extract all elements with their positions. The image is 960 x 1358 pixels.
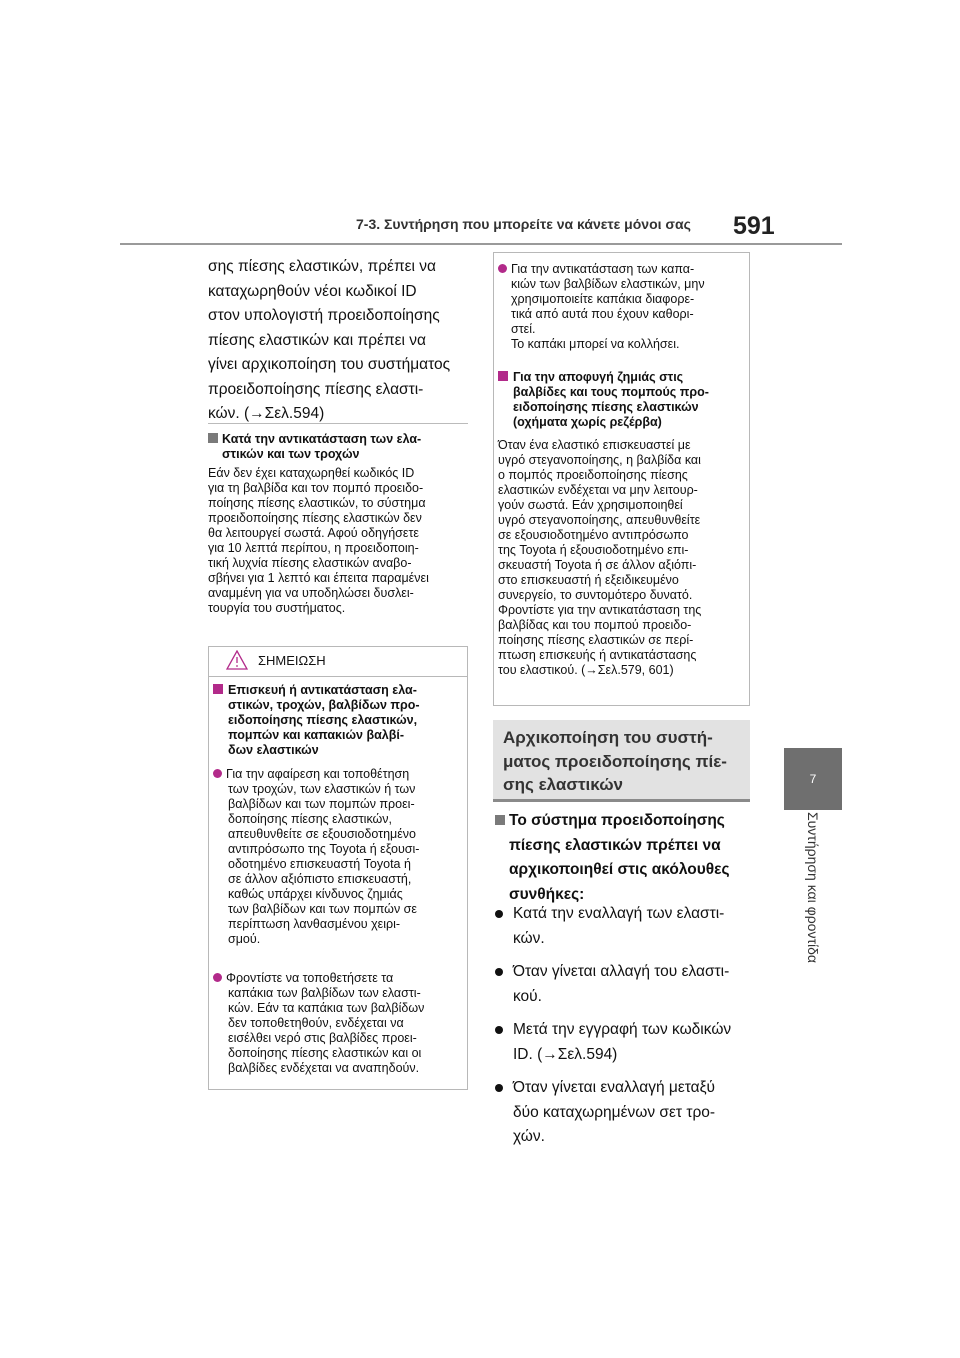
list-item: Μετά την εγγραφή των κωδικών ID. (→Σελ.594) bbox=[495, 1018, 731, 1067]
text-line: κών. (→Σελ.594) bbox=[208, 405, 325, 422]
right-heading: Για την αποφυγή ζημιάς στις βαλβίδες και τους πομπούς προ- ειδοποίησης πίεσης ελαστικών (οχήματα χωρίς ρεζέρβα) bbox=[498, 370, 709, 430]
page-number: 591 bbox=[733, 212, 775, 240]
magenta-bullet-icon bbox=[498, 264, 507, 273]
section-divider bbox=[208, 423, 468, 424]
note-title: ΣΗΜΕΙΩΣΗ bbox=[258, 653, 326, 668]
init-bullets bbox=[495, 902, 731, 1150]
banner-line: Αρχικοποίηση του συστή- bbox=[503, 728, 713, 747]
bullet-icon bbox=[495, 910, 503, 918]
list-item: Όταν γίνεται εναλλαγή μεταξύ δύο καταχωρημένων σετ τρο- χών. bbox=[495, 1076, 731, 1150]
intro-paragraph bbox=[208, 255, 450, 427]
magenta-square-icon bbox=[498, 371, 508, 381]
right-body: Όταν ένα ελαστικό επισκευαστεί με υγρό στεγανοποίησης, η βαλβίδα και ο πομπός προειδοποίησης πίεσης ελαστικών ενδέχεται να μην λειτουρ- γούν σωστά. Εάν χρησιμοποιηθεί υγρό στεγανοποίησης, απευθυνθείτε σε εξουσιοδοτημένο αντιπρόσωπο της Toyota ή εξουσιοδοτημένο επι- σκευαστή Toyota ή σε άλλον αξιόπι- στο επισκευαστή ή εξειδικευμένο συνεργείο, το συντομότερο δυνατό. Φροντίστε για την αντικατάσταση της βαλβίδας και του πομπού προειδο- ποίησης πίεσης ελαστικών σε περί- πτωση επισκευής ή αντικατάστασης του ελαστικού. (→Σελ.579, 601) bbox=[498, 438, 702, 677]
text-line: σης πίεσης ελαστικών, πρέπει να bbox=[208, 258, 437, 275]
note-title-divider bbox=[208, 676, 468, 677]
bullet-icon bbox=[495, 1026, 503, 1034]
magenta-bullet-icon bbox=[213, 973, 222, 982]
list-item: Όταν γίνεται αλλαγή του ελαστι- κού. bbox=[495, 960, 731, 1009]
warning-triangle-icon bbox=[226, 650, 248, 670]
init-heading: Το σύστημα προειδοποίησης πίεσης ελαστικών πρέπει να αρχικοποιηθεί στις ακόλουθες συνθήκες: bbox=[495, 809, 730, 907]
tire-replacement-body: Εάν δεν έχει καταχωρηθεί κωδικός ID για τη βαλβίδα και τον πομπό προειδο- ποίησης πίεσης ελαστικών, το σύστημα προειδοποίησης πίεσης ελαστικών δεν θα λειτουργεί σωστά. Αφού οδηγήσετε για 10 λεπτά περίπου, η προειδοποιη- τική λυχνία πίεσης ελαστικών αναβο- σβήνει για 1 λεπτό και έπειτα παραμένει αναμμένη για να υποδηλώσει δυσλει- τουργία του συστήματος. bbox=[208, 466, 429, 615]
note-heading: Επισκευή ή αντικατάσταση ελα- στικών, τροχών, βαλβίδων προ- ειδοποίησης πίεσης ελαστικών, πομπών και καπακιών βαλβί- δων ελαστικών bbox=[213, 683, 420, 758]
header-divider bbox=[120, 243, 842, 245]
chapter-tab-label: Συντήρηση και φροντίδα bbox=[805, 812, 821, 963]
text-line: προειδοποίησης πίεσης ελαστι- bbox=[208, 380, 424, 398]
banner-line: ματος προειδοποίησης πίε- bbox=[503, 751, 727, 771]
text-line: πίεσης ελαστικών και πρέπει να bbox=[208, 331, 427, 349]
section-banner bbox=[493, 720, 750, 802]
magenta-bullet-icon bbox=[213, 769, 222, 778]
note-bullet-1: Για την αφαίρεση και τοποθέτηση των τροχών, των ελαστικών ή των βαλβίδων και των πομπών προει- δοποίησης πίεσης ελαστικών, απευθυνθείτε σε εξουσιοδοτημένο αντιπρόσωπο της Toyota ή εξουσι- οδοτημένο επισκευαστή Toyota ή σε άλλον αξιόπιστο επισκευαστή, καθώς υπάρχει κίνδυνος ζημιάς των βαλβίδων και των πομπών σε περίπτωση λανθασμένου χειρι- σμού. bbox=[213, 767, 419, 947]
chapter-title: 7-3. Συντήρηση που μπορείτε να κάνετε μόνοι σας bbox=[356, 216, 691, 232]
bullet-icon bbox=[495, 1084, 503, 1092]
right-bullet-1: Για την αντικατάσταση των καπα- κιών των βαλβίδων ελαστικών, μην χρησιμοποιείτε καπάκια διαφορε- τικά από αυτά που έχουν καθορι- στεί. Το καπάκι μπορεί να κολλήσει. bbox=[498, 262, 705, 352]
chapter-tab-number: 7 bbox=[784, 748, 842, 810]
gray-square-icon bbox=[495, 815, 505, 825]
chapter-tab-label-wrap bbox=[784, 812, 842, 992]
banner-line: σης ελαστικών bbox=[503, 775, 624, 794]
text-line: καταχωρηθούν νέοι κωδικοί ID bbox=[208, 282, 417, 300]
list-item: Κατά την εναλλαγή των ελαστι- κών. bbox=[495, 902, 731, 951]
magenta-square-icon bbox=[213, 684, 223, 694]
text-line: στον υπολογιστή προειδοποίησης bbox=[208, 307, 440, 324]
tire-replacement-heading: Κατά την αντικατάσταση των ελα- στικών και των τροχών bbox=[208, 432, 421, 462]
bullet-icon bbox=[495, 968, 503, 976]
text-line: γίνει αρχικοποίηση του συστήματος bbox=[208, 356, 451, 373]
note-bullet-2: Φροντίστε να τοποθετήσετε τα καπάκια των βαλβίδων των ελαστι- κών. Εάν τα καπάκια των βαλβίδων δεν τοποθετηθούν, ενδέχεται να εισέλθει νερό στις βαλβίδες προει- δοποίησης πίεσης ελαστικών και οι βαλβίδες ενδέχεται να αναπηδούν. bbox=[213, 971, 424, 1076]
gray-square-icon bbox=[208, 433, 218, 443]
